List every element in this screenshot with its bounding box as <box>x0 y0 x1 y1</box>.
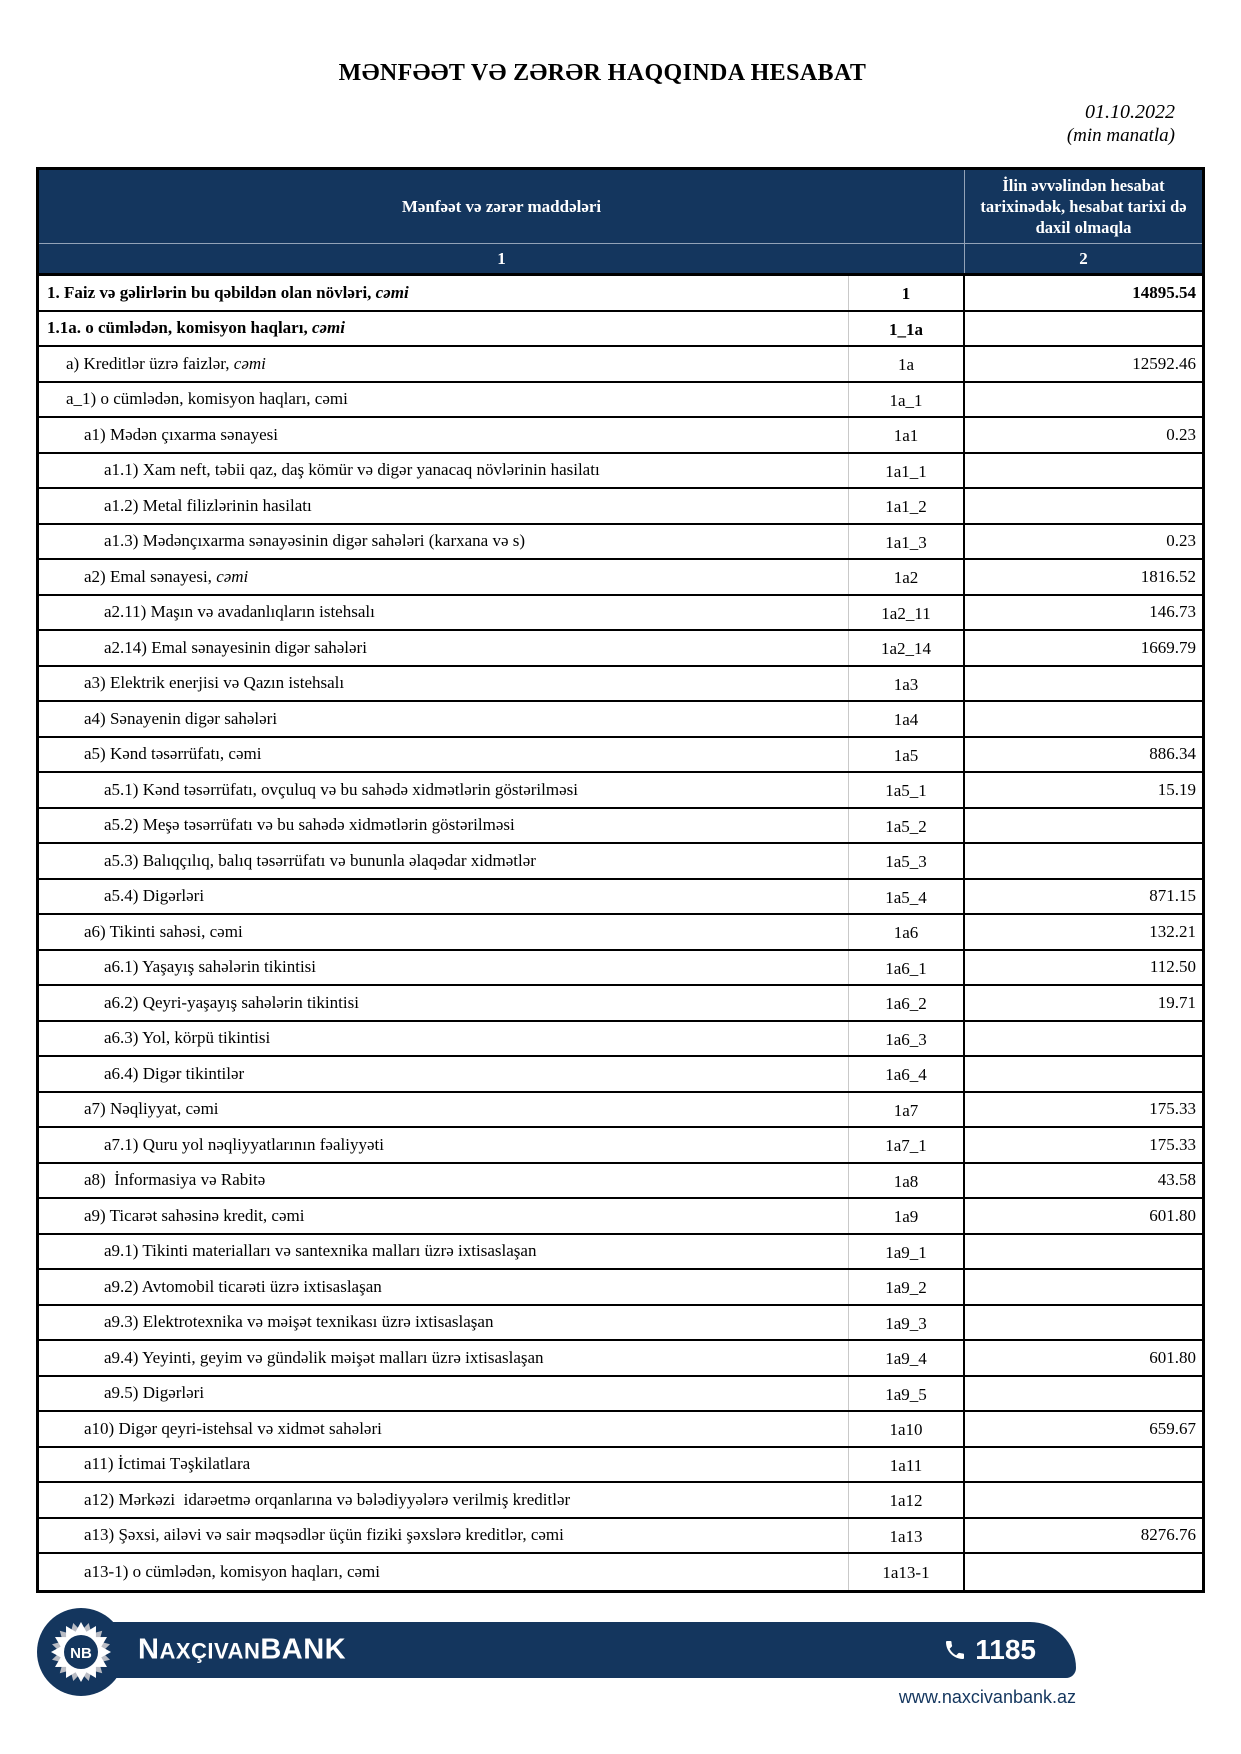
bank-name: NAXÇIVANBANK <box>138 1633 347 1666</box>
table-row <box>39 1377 1202 1413</box>
row-value: 871.15 <box>1149 886 1196 906</box>
row-label: a11) İctimai Təşkilatlara <box>39 1448 849 1482</box>
table-row <box>39 418 1202 454</box>
row-label: a12) Mərkəzi idarəetmə orqanlarına və bələdiyyələrə verilmiş kreditlər <box>39 1483 849 1517</box>
table-row <box>39 1483 1202 1519</box>
row-code: 1a9_3 <box>849 1306 965 1340</box>
column-number-2: 2 <box>1079 248 1088 268</box>
phone-icon <box>943 1638 967 1662</box>
row-value <box>965 383 1202 417</box>
row-value <box>965 1377 1202 1411</box>
row-value: 8276.76 <box>1140 1525 1196 1545</box>
row-value <box>965 844 1202 878</box>
table-row <box>39 1519 1202 1555</box>
website-url[interactable]: www.naxcivanbank.az <box>898 1687 1076 1707</box>
row-code: 1a1_1 <box>849 454 965 488</box>
row-label: a13) Şəxsi, ailəvi və sair məqsədlər üçün fiziki şəxslərə kreditlər, cəmi <box>39 1519 849 1553</box>
table-row <box>39 667 1202 703</box>
row-label: a_1) o cümlədən, komisyon haqları, cəmi <box>39 383 849 417</box>
table-row <box>39 1128 1202 1164</box>
table-row <box>39 1341 1202 1377</box>
row-value <box>965 667 1202 701</box>
table-row <box>39 1554 1202 1590</box>
row-code: 1_1a <box>849 312 965 346</box>
row-value <box>965 1306 1202 1340</box>
column-header-period: İlin əvvəlindən hesabat tarixinədək, hesabat tarixi də daxil olmaqla <box>980 175 1187 238</box>
table-row <box>39 489 1202 525</box>
row-code: 1a7_1 <box>849 1128 965 1162</box>
row-label: a9.5) Digərləri <box>39 1377 849 1411</box>
row-value <box>965 489 1202 523</box>
table-row <box>39 738 1202 774</box>
table-row <box>39 1164 1202 1200</box>
row-label: a9.2) Avtomobil ticarəti üzrə ixtisaslaşan <box>39 1270 849 1304</box>
row-label: a2.14) Emal sənayesinin digər sahələri <box>39 631 849 665</box>
row-code: 1a10 <box>849 1412 965 1446</box>
logo-monogram: NB <box>70 1645 92 1662</box>
table-column-number-row <box>39 243 1202 276</box>
row-code: 1a13 <box>849 1519 965 1553</box>
row-code: 1a13-1 <box>849 1554 965 1590</box>
row-label: a6) Tikinti sahəsi, cəmi <box>39 915 849 949</box>
row-code: 1a6_3 <box>849 1022 965 1056</box>
row-label: a1.2) Metal filizlərinin hasilatı <box>39 489 849 523</box>
row-label: a2.11) Maşın və avadanlıqların istehsalı <box>39 596 849 630</box>
row-label: a5.4) Digərləri <box>39 880 849 914</box>
table-row <box>39 702 1202 738</box>
table-row <box>39 915 1202 951</box>
table-row <box>39 525 1202 561</box>
row-label: a2) Emal sənayesi, cəmi <box>39 560 849 594</box>
table-row <box>39 383 1202 419</box>
hotline <box>943 1634 1036 1666</box>
row-code: 1a5_1 <box>849 773 965 807</box>
table-row <box>39 880 1202 916</box>
row-label: 1. Faiz və gəlirlərin bu qəbildən olan növləri, cəmi <box>39 276 849 310</box>
table-row <box>39 951 1202 987</box>
row-code: 1a2_11 <box>849 596 965 630</box>
row-label: a1.1) Xam neft, təbii qaz, daş kömür və digər yanacaq növlərinin hasilatı <box>39 454 849 488</box>
row-label: a7) Nəqliyyat, cəmi <box>39 1093 849 1127</box>
row-label: a6.1) Yaşayış sahələrin tikintisi <box>39 951 849 985</box>
row-code: 1a9_2 <box>849 1270 965 1304</box>
table-row <box>39 1022 1202 1058</box>
row-code: 1a8 <box>849 1164 965 1198</box>
table-row <box>39 347 1202 383</box>
row-code: 1a6 <box>849 915 965 949</box>
row-code: 1a12 <box>849 1483 965 1517</box>
row-code: 1a9 <box>849 1199 965 1233</box>
page-title: MƏNFƏƏT VƏ ZƏRƏR HAQQINDA HESABAT <box>338 60 867 86</box>
row-code: 1a6_1 <box>849 951 965 985</box>
row-code: 1a3 <box>849 667 965 701</box>
row-value: 43.58 <box>1157 1170 1196 1190</box>
footer-banner <box>80 1622 1076 1678</box>
row-code: 1a5_3 <box>849 844 965 878</box>
table-row <box>39 1270 1202 1306</box>
row-code: 1a1_2 <box>849 489 965 523</box>
column-number-1: 1 <box>39 244 965 273</box>
row-value: 19.71 <box>1157 992 1196 1012</box>
row-value <box>965 1554 1202 1590</box>
table-row <box>39 986 1202 1022</box>
row-value <box>965 702 1202 736</box>
row-label: a4) Sənayenin digər sahələri <box>39 702 849 736</box>
row-value: 0.23 <box>1166 531 1196 551</box>
row-label: a5.2) Meşə təsərrüfatı və bu sahədə xidmətlərin göstərilməsi <box>39 809 849 843</box>
row-code: 1a9_4 <box>849 1341 965 1375</box>
row-value: 132.21 <box>1149 921 1196 941</box>
table-body <box>39 276 1202 1590</box>
row-label: a6.2) Qeyri-yaşayış sahələrin tikintisi <box>39 986 849 1020</box>
row-value <box>965 1483 1202 1517</box>
row-code: 1a5_2 <box>849 809 965 843</box>
table-row <box>39 1412 1202 1448</box>
row-code: 1a1 <box>849 418 965 452</box>
row-value: 0.23 <box>1166 424 1196 444</box>
table-row <box>39 1448 1202 1484</box>
row-code: 1a2_14 <box>849 631 965 665</box>
row-label: a9) Ticarət sahəsinə kredit, cəmi <box>39 1199 849 1233</box>
report-date: 01.10.2022 <box>1085 101 1175 123</box>
row-value: 1669.79 <box>1140 637 1196 657</box>
row-value <box>965 312 1202 346</box>
row-value <box>965 1022 1202 1056</box>
row-value <box>965 1448 1202 1482</box>
row-label: a) Kreditlər üzrə faizlər, cəmi <box>39 347 849 381</box>
table-row <box>39 844 1202 880</box>
row-value: 886.34 <box>1149 744 1196 764</box>
row-value <box>965 454 1202 488</box>
row-value: 175.33 <box>1149 1134 1196 1154</box>
row-value <box>965 1270 1202 1304</box>
table-row <box>39 809 1202 845</box>
row-value: 1816.52 <box>1140 566 1196 586</box>
row-value: 12592.46 <box>1132 353 1196 373</box>
table-row <box>39 1057 1202 1093</box>
row-code: 1 <box>849 276 965 310</box>
report-date-block <box>1067 101 1175 147</box>
row-value: 15.19 <box>1157 779 1196 799</box>
table-row <box>39 773 1202 809</box>
table-row <box>39 596 1202 632</box>
row-code: 1a9_5 <box>849 1377 965 1411</box>
table-row <box>39 1093 1202 1129</box>
row-code: 1a_1 <box>849 383 965 417</box>
row-label: 1.1a. o cümlədən, komisyon haqları, cəmi <box>39 312 849 346</box>
row-value: 146.73 <box>1149 602 1196 622</box>
row-label: a1.3) Mədənçıxarma sənayəsinin digər sahələri (karxana və s) <box>39 525 849 559</box>
row-label: a6.3) Yol, körpü tikintisi <box>39 1022 849 1056</box>
table-row <box>39 276 1202 312</box>
table-row <box>39 1306 1202 1342</box>
row-code: 1a6_4 <box>849 1057 965 1091</box>
row-label: a10) Digər qeyri-istehsal və xidmət sahələri <box>39 1412 849 1446</box>
row-value <box>965 1235 1202 1269</box>
row-label: a8) İnformasiya və Rabitə <box>39 1164 849 1198</box>
column-header-items: Mənfəət və zərər maddələri <box>39 170 965 243</box>
row-value: 659.67 <box>1149 1418 1196 1438</box>
hotline-number: 1185 <box>975 1634 1036 1665</box>
row-code: 1a1_3 <box>849 525 965 559</box>
row-value: 14895.54 <box>1132 282 1196 302</box>
table-header-row <box>39 170 1202 243</box>
profit-loss-table <box>36 167 1205 1593</box>
row-label: a5.1) Kənd təsərrüfatı, ovçuluq və bu sahədə xidmətlərin göstərilməsi <box>39 773 849 807</box>
row-value: 601.80 <box>1149 1205 1196 1225</box>
bank-logo <box>36 1606 126 1698</box>
row-label: a3) Elektrik enerjisi və Qazın istehsalı <box>39 667 849 701</box>
row-label: a5) Kənd təsərrüfatı, cəmi <box>39 738 849 772</box>
row-code: 1a5 <box>849 738 965 772</box>
row-code: 1a9_1 <box>849 1235 965 1269</box>
row-value: 112.50 <box>1149 957 1196 977</box>
row-code: 1a7 <box>849 1093 965 1127</box>
table-row <box>39 1235 1202 1271</box>
row-code: 1a5_4 <box>849 880 965 914</box>
row-label: a6.4) Digər tikintilər <box>39 1057 849 1091</box>
row-label: a13-1) o cümlədən, komisyon haqları, cəmi <box>39 1554 849 1590</box>
table-row <box>39 454 1202 490</box>
row-code: 1a6_2 <box>849 986 965 1020</box>
table-row <box>39 312 1202 348</box>
row-label: a9.3) Elektrotexnika və məişət texnikası üzrə ixtisaslaşan <box>39 1306 849 1340</box>
table-row <box>39 560 1202 596</box>
unit-note: (min manatla) <box>1066 124 1175 146</box>
row-label: a7.1) Quru yol nəqliyyatlarının fəaliyyəti <box>39 1128 849 1162</box>
row-code: 1a11 <box>849 1448 965 1482</box>
table-row <box>39 1199 1202 1235</box>
row-label: a1) Mədən çıxarma sənayesi <box>39 418 849 452</box>
row-label: a5.3) Balıqçılıq, balıq təsərrüfatı və bununla əlaqədar xidmətlər <box>39 844 849 878</box>
row-code: 1a2 <box>849 560 965 594</box>
row-label: a9.4) Yeyinti, geyim və gündəlik məişət malları üzrə ixtisaslaşan <box>39 1341 849 1375</box>
row-value <box>965 1057 1202 1091</box>
row-value <box>965 809 1202 843</box>
row-code: 1a4 <box>849 702 965 736</box>
row-code: 1a <box>849 347 965 381</box>
row-label: a9.1) Tikinti materialları və santexnika malları üzrə ixtisaslaşan <box>39 1235 849 1269</box>
table-row <box>39 631 1202 667</box>
row-value: 601.80 <box>1149 1347 1196 1367</box>
row-value: 175.33 <box>1149 1099 1196 1119</box>
